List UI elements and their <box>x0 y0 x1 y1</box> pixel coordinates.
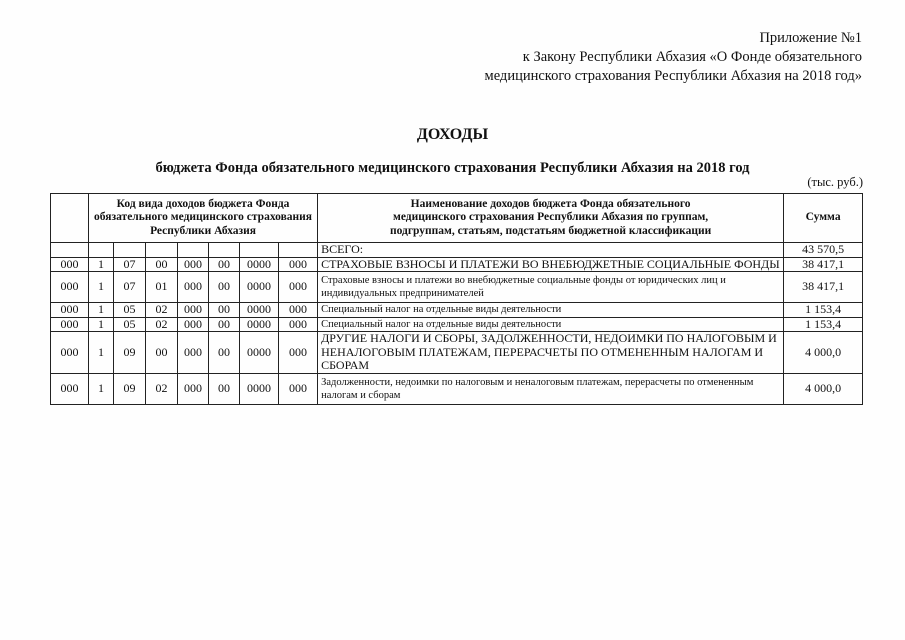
code-cell: 02 <box>146 303 178 318</box>
code-cell: 000 <box>51 303 89 318</box>
code-cell: 000 <box>279 257 318 272</box>
code-cell: 00 <box>209 272 240 303</box>
code-cell: 1 <box>89 332 114 374</box>
code-cell: 000 <box>51 332 89 374</box>
code-cell: 00 <box>209 332 240 374</box>
code-cell: 000 <box>279 272 318 303</box>
code-cell: 000 <box>178 303 209 318</box>
code-cell: 1 <box>89 272 114 303</box>
code-cell: 00 <box>146 257 178 272</box>
code-cell: 07 <box>114 272 146 303</box>
code-cell: 000 <box>51 373 89 404</box>
code-cell: 00 <box>209 257 240 272</box>
code-cell: 00 <box>209 317 240 332</box>
revenue-name: Страховые взносы и платежи во внебюджетные социальные фонды от юридических лиц и индивидуальных предпринимателей <box>318 272 784 303</box>
code-cell: 0000 <box>240 257 279 272</box>
code-cell: 0000 <box>240 332 279 374</box>
code-cell: 000 <box>51 272 89 303</box>
code-cell: 1 <box>89 257 114 272</box>
header-code: Код вида доходов бюджета Фонда обязательного медицинского страхования Республики Абхазия <box>89 194 318 243</box>
code-cell: 05 <box>114 317 146 332</box>
code-cell: 0000 <box>240 303 279 318</box>
table-header-row <box>51 194 863 243</box>
code-cell: 0000 <box>240 272 279 303</box>
table-row <box>51 373 863 404</box>
revenue-name: Специальный налог на отдельные виды деятельности <box>318 303 784 318</box>
code-cell: 000 <box>279 303 318 318</box>
code-cell: 000 <box>279 373 318 404</box>
code-cell: 00 <box>146 332 178 374</box>
revenue-name: Задолженности, недоимки по налоговым и неналоговым платежам, перерасчеты по отмененным налогам и сборам <box>318 373 784 404</box>
revenue-sum: 38 417,1 <box>784 272 863 303</box>
table-row <box>51 303 863 318</box>
code-cell: 01 <box>146 272 178 303</box>
code-cell: 00 <box>209 373 240 404</box>
code-cell: 1 <box>89 373 114 404</box>
revenue-sum: 1 153,4 <box>784 317 863 332</box>
revenue-sum: 4 000,0 <box>784 332 863 374</box>
code-cell: 05 <box>114 303 146 318</box>
header-name: Наименование доходов бюджета Фонда обязательного медицинского страхования Республики Абхазия по группам, подгруппам, статьям, подстатьям бюджетной классификации <box>318 194 784 243</box>
revenue-name: Специальный налог на отдельные виды деятельности <box>318 317 784 332</box>
code-cell: 000 <box>178 373 209 404</box>
code-cell: 000 <box>178 332 209 374</box>
code-cell: 000 <box>279 332 318 374</box>
revenue-sum: 4 000,0 <box>784 373 863 404</box>
law-reference-line2: медицинского страхования Республики Абхазия на 2018 год» <box>484 68 862 84</box>
revenue-sum: 38 417,1 <box>784 257 863 272</box>
header-sum: Сумма <box>784 194 863 243</box>
code-cell: 0000 <box>240 317 279 332</box>
code-cell: 000 <box>279 317 318 332</box>
law-reference-line1: к Закону Республики Абхазия «О Фонде обязательного <box>522 49 862 65</box>
code-cell: 000 <box>178 272 209 303</box>
total-row <box>51 243 863 258</box>
code-cell: 02 <box>146 317 178 332</box>
revenue-sum: 1 153,4 <box>784 303 863 318</box>
revenue-name: СТРАХОВЫЕ ВЗНОСЫ И ПЛАТЕЖИ ВО ВНЕБЮДЖЕТНЫЕ СОЦИАЛЬНЫЕ ФОНДЫ <box>318 257 784 272</box>
revenue-name: ДРУГИЕ НАЛОГИ И СБОРЫ, ЗАДОЛЖЕННОСТИ, НЕДОИМКИ ПО НАЛОГОВЫМ И НЕНАЛОГОВЫМ ПЛАТЕЖАМ, ПЕРЕРАСЧЕТЫ ПО ОТМЕНЕННЫМ НАЛОГАМ И СБОРАМ <box>318 332 784 374</box>
code-cell: 02 <box>146 373 178 404</box>
code-cell: 000 <box>178 317 209 332</box>
document-title: ДОХОДЫ <box>416 126 489 143</box>
unit-label: (тыс. руб.) <box>807 175 863 189</box>
table-row <box>51 317 863 332</box>
code-cell: 000 <box>51 257 89 272</box>
code-cell: 00 <box>209 303 240 318</box>
total-label: ВСЕГО: <box>318 243 784 258</box>
code-cell: 1 <box>89 317 114 332</box>
table-row <box>51 332 863 374</box>
table-row <box>51 257 863 272</box>
code-cell: 1 <box>89 303 114 318</box>
header-blank <box>51 194 89 243</box>
code-cell: 000 <box>51 317 89 332</box>
revenue-table <box>50 193 863 405</box>
code-cell: 09 <box>114 373 146 404</box>
total-sum: 43 570,5 <box>784 243 863 258</box>
appendix-label: Приложение №1 <box>759 30 862 46</box>
code-cell: 09 <box>114 332 146 374</box>
code-cell: 07 <box>114 257 146 272</box>
code-cell: 0000 <box>240 373 279 404</box>
code-cell: 000 <box>178 257 209 272</box>
document-subtitle: бюджета Фонда обязательного медицинского страхования Республики Абхазия на 2018 год <box>155 160 750 176</box>
table-row <box>51 272 863 303</box>
